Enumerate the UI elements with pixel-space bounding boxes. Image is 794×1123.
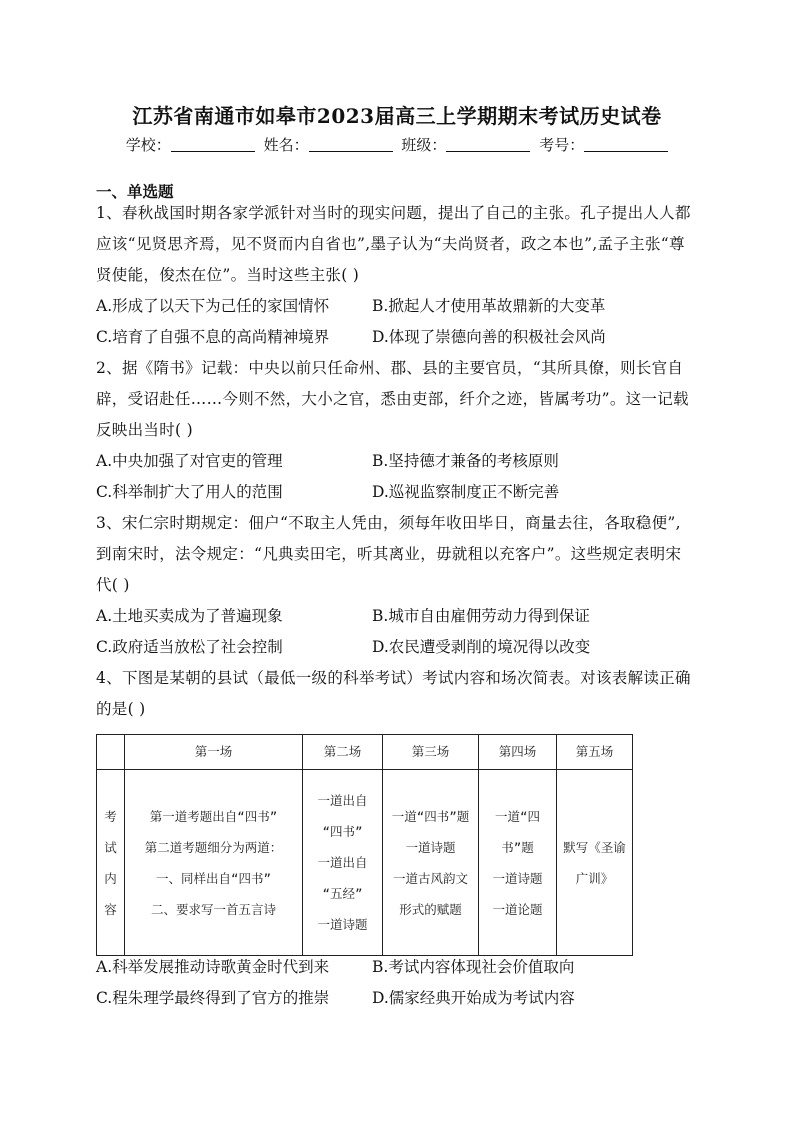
- cell-line: 二、要求写一首五言诗: [150, 901, 276, 917]
- row-header-text: 考试内容: [104, 808, 117, 917]
- question-4-option-c: C.程朱理学最终得到了官方的推崇: [96, 989, 330, 1007]
- cell-line: 一、同样出自“四书”: [155, 870, 272, 886]
- table-corner-cell: [97, 735, 125, 770]
- table-header-cell: 第三场: [383, 735, 479, 770]
- question-3-option-a: A.土地买卖成为了普遍现象: [96, 607, 283, 625]
- cell-line: 一道出自: [317, 793, 368, 808]
- question-2-options-row-1: [96, 446, 696, 477]
- cell-line: 一道古风韵文形式的赋题: [392, 870, 468, 917]
- question-2-option-d: D.巡视监察制度正不断完善: [372, 483, 560, 501]
- class-label: 班级：: [401, 136, 447, 154]
- question-2-option-c: C.科举制扩大了用人的范围: [96, 483, 283, 501]
- question-2-options-row-2: [96, 477, 696, 508]
- exam-number-label: 考号：: [539, 136, 585, 154]
- table-header-row: [97, 735, 633, 770]
- table-cell-round-5: [557, 770, 633, 956]
- exam-content-table: [96, 734, 633, 956]
- school-blank: [171, 151, 255, 152]
- table-row-header: [97, 770, 125, 956]
- question-1-option-c: C.培育了自强不息的高尚精神境界: [96, 328, 330, 346]
- table-header-cell: 第五场: [557, 735, 633, 770]
- table-cell-round-2: [303, 770, 383, 956]
- question-2-option-b: B.坚持德才兼备的考核原则: [372, 452, 559, 470]
- table-cell-round-1: [125, 770, 303, 956]
- table-header-cell: 第一场: [125, 735, 303, 770]
- question-2: [96, 353, 696, 508]
- cell-line: “五经”: [322, 886, 363, 901]
- question-4-options-row-1: [96, 952, 696, 983]
- cell-line: 默写《圣谕广训》: [563, 839, 626, 886]
- student-info-row: [0, 134, 794, 155]
- table-header-cell: 第四场: [479, 735, 557, 770]
- name-blank: [309, 151, 393, 152]
- question-4-text: 4、下图是某朝的县试（最低一级的科举考试）考试内容和场次简表。对该表解读正确的是( ): [96, 669, 691, 718]
- question-3-option-c: C.政府适当放松了社会控制: [96, 638, 283, 656]
- exam-title: 江苏省南通市如皋市2023届高三上学期期末考试历史试卷: [132, 104, 662, 128]
- question-3-option-d: D.农民遭受剥削的境况得以改变: [372, 638, 591, 656]
- question-1: [96, 198, 696, 353]
- name-label: 姓名：: [263, 136, 309, 154]
- question-4-option-b: B.考试内容体现社会价值取向: [372, 958, 575, 976]
- cell-line: 第二道考题细分为两道：: [144, 839, 283, 855]
- question-4-options: [96, 952, 696, 1014]
- exam-number-blank: [584, 151, 668, 152]
- section-heading: 一、单选题: [96, 182, 174, 201]
- question-2-text: 2、据《隋书》记载：中央以前只任命州、郡、县的主要官员，“其所具僚，则长官自辟，受诏赴任……今则不然，大小之官，悉由吏部，纤介之迹，皆属考功”。这一记载反映出当时( ): [96, 359, 689, 439]
- table-cell-round-4: [479, 770, 557, 956]
- cell-line: 一道“四书”题: [494, 808, 541, 855]
- question-4-option-d: D.儒家经典开始成为考试内容: [372, 989, 575, 1007]
- question-1-option-b: B.掀起人才使用革故鼎新的大变革: [372, 297, 606, 315]
- question-4-options-row-2: [96, 983, 696, 1014]
- cell-line: 一道诗题: [317, 917, 368, 932]
- cell-line: 一道出自: [317, 855, 368, 870]
- table-cell-round-3: [383, 770, 479, 956]
- question-3-options-row-2: [96, 632, 696, 663]
- question-2-option-a: A.中央加强了对官吏的管理: [96, 452, 283, 470]
- cell-line: 一道“四书”题: [391, 808, 470, 824]
- class-blank: [446, 151, 530, 152]
- school-label: 学校：: [125, 136, 171, 154]
- question-1-text: 1、春秋战国时期各家学派针对当时的现实问题，提出了自己的主张。孔子提出人人都应该“见贤思齐焉，见不贤而内自省也”,墨子认为“夫尚贤者，政之本也”,孟子主张“尊贤使能，俊杰在位”。当时这些主张( ): [96, 204, 691, 284]
- question-3: [96, 508, 696, 663]
- question-3-option-b: B.城市自由雇佣劳动力得到保证: [372, 607, 590, 625]
- cell-line: 一道论题: [492, 901, 543, 917]
- question-4-option-a: A.科举发展推动诗歌黄金时代到来: [96, 958, 330, 976]
- question-1-option-a: A.形成了以天下为己任的家国情怀: [96, 297, 330, 315]
- cell-line: “四书”: [322, 824, 363, 839]
- cell-line: 第一道考题出自“四书”: [149, 808, 278, 824]
- cell-line: 一道诗题: [405, 839, 456, 855]
- cell-line: 一道诗题: [492, 870, 543, 886]
- table-header-cell: 第二场: [303, 735, 383, 770]
- table-row: [97, 770, 633, 956]
- question-1-options-row-2: [96, 322, 696, 353]
- question-1-option-d: D.体现了崇德向善的积极社会风尚: [372, 328, 606, 346]
- question-1-options-row-1: [96, 291, 696, 322]
- question-4: [96, 663, 696, 725]
- question-3-text: 3、宋仁宗时期规定：佃户“不取主人凭由，须每年收田毕日，商量去往，各取稳便”,到南宋时，法令规定：“凡典卖田宅，听其离业，毋就租以充客户”。这些规定表明宋代( ): [96, 514, 682, 594]
- question-3-options-row-1: [96, 601, 696, 632]
